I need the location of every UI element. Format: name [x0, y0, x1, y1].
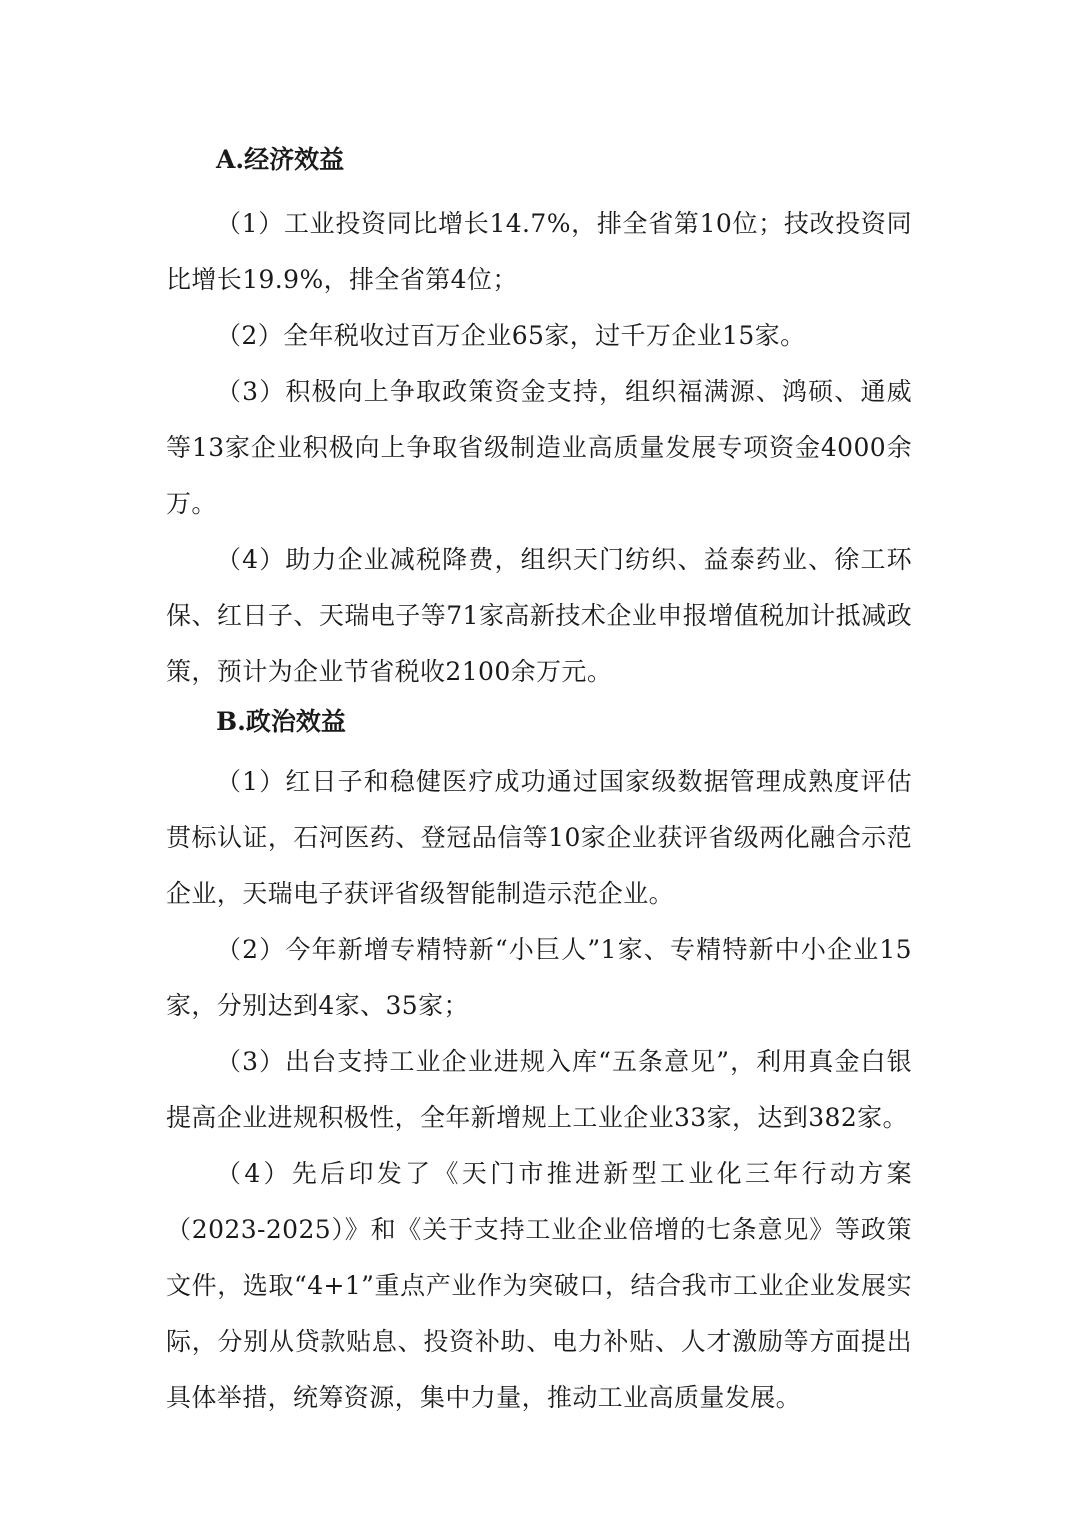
section-a-item-1: （1）工业投资同比增长14.7%，排全省第10位；技改投资同比增长19.9%，排全省第4位；: [166, 209, 912, 294]
section-b-item-4: （4）先后印发了《天门市推进新型工业化三年行动方案（2023-2025）》和《关于支持工业企业倍增的七条意见》等政策文件，选取“4+1”重点产业作为突破口，结合我市工业企业发展实际，分别从贷款贴息、投资补助、电力补贴、人才激励等方面提出具体举措，统筹资源，集中力量，推动工业高质量发展。: [166, 1159, 912, 1412]
section-b-item-3: （3）出台支持工业企业进规入库“五条意见”，利用真金白银提高企业进规积极性，全年新增规上工业企业33家，达到382家。: [166, 1047, 912, 1132]
section-a-item-3: （3）积极向上争取政策资金支持，组织福满源、鸿硕、通威等13家企业积极向上争取省级制造业高质量发展专项资金4000余万。: [166, 377, 912, 518]
section-b-item-2: （2）今年新增专精特新“小巨人”1家、专精特新中小企业15家，分别达到4家、35家；: [166, 935, 912, 1020]
section-b-heading: B.政治效益: [216, 707, 346, 736]
document-page: [166, 142, 912, 1426]
section-a-item-4: （4）助力企业减税降费，组织天门纺织、益泰药业、徐工环保、红日子、天瑞电子等71家高新技术企业申报增值税加计抵减政策，预计为企业节省税收2100余万元。: [166, 545, 912, 686]
section-a-item-2: （2）全年税收过百万企业65家，过千万企业15家。: [216, 321, 806, 350]
section-b-item-1: （1）红日子和稳健医疗成功通过国家级数据管理成熟度评估贯标认证，石河医药、登冠品信等10家企业获评省级两化融合示范企业，天瑞电子获评省级智能制造示范企业。: [166, 767, 912, 908]
section-a-heading: A.经济效益: [216, 145, 345, 174]
